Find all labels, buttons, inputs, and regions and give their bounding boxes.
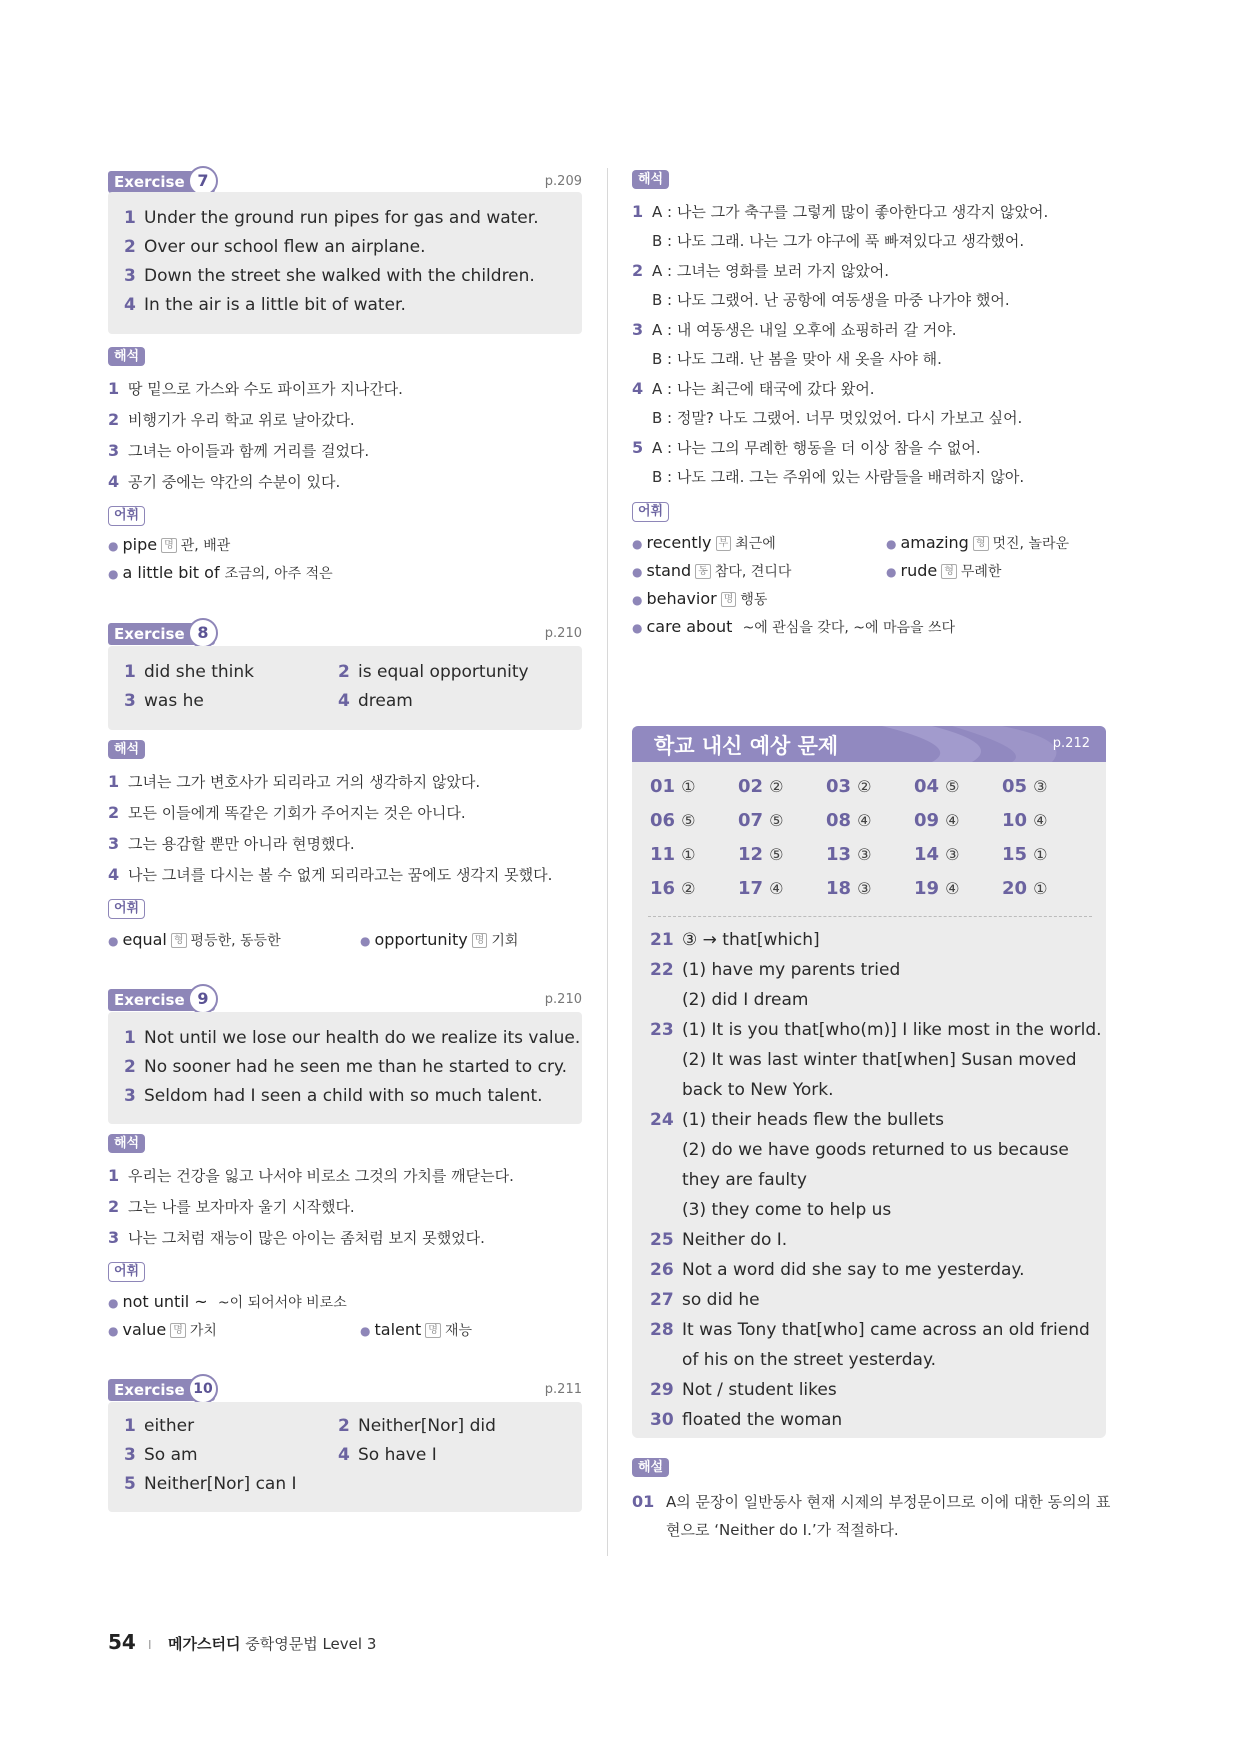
exercise-7-answers [108, 192, 582, 334]
vocab-item: ● a little bit of 조금의, 아주 적은 [108, 563, 333, 582]
footer-separator: I [148, 1638, 152, 1652]
short-answer-line: back to New York. [682, 1080, 834, 1100]
answer-line: 2 Neither[Nor] did [338, 1416, 496, 1436]
mc-answer: 13 ③ [826, 844, 872, 865]
divider [648, 916, 1092, 917]
vocab-item: ● stand 동 참다, 견디다 [632, 561, 792, 580]
translation-line: 2 그는 나를 보자마자 울기 시작했다. [108, 1197, 355, 1216]
answer-line: 3 Seldom had I seen a child with so much talent. [124, 1086, 543, 1106]
short-answer-line: 29 Not / student likes [650, 1380, 837, 1400]
short-answer-line: they are faulty [682, 1170, 807, 1190]
bullet-icon: ● [632, 593, 643, 607]
translation-line: 4 공기 중에는 약간의 수분이 있다. [108, 472, 341, 491]
dialogue-line: 3 A : 내 여동생은 내일 오후에 쇼핑하러 갈 거야. [632, 320, 957, 339]
short-answer-line: 26 Not a word did she say to me yesterday. [650, 1260, 1025, 1280]
answer-line: 3 So am [124, 1445, 198, 1465]
vocab-item: ● not until ~ ~이 되어서야 비로소 [108, 1292, 347, 1311]
mc-answer: 07 ⑤ [738, 810, 784, 831]
answer-line: 4 dream [338, 691, 413, 711]
answer-line: 1 Under the ground run pipes for gas and water. [124, 208, 539, 228]
translation-line: 1 땅 밑으로 가스와 수도 파이프가 지나간다. [108, 379, 403, 398]
exercise-number: 8 [188, 618, 218, 648]
short-answer-line: (2) It was last winter that[when] Susan moved [682, 1050, 1077, 1070]
mc-answer: 14 ③ [914, 844, 960, 865]
translation-line: 3 그는 용감할 뿐만 아니라 현명했다. [108, 834, 355, 853]
mc-answer: 09 ④ [914, 810, 960, 831]
short-answer-line: 21 ③ → that[which] [650, 930, 820, 950]
dialogue-line: 5 A : 나는 그의 무례한 행동을 더 이상 참을 수 없어. [632, 438, 981, 457]
vocab-tag: 어휘 [108, 1262, 145, 1282]
short-answer-line: 22 (1) have my parents tried [650, 960, 901, 980]
mc-answer: 08 ④ [826, 810, 872, 831]
vocab-item: ● amazing 형 멋진, 놀라운 [886, 533, 1070, 552]
answer-line: 5 Neither[Nor] can I [124, 1474, 297, 1494]
mc-answer: 20 ① [1002, 878, 1048, 899]
dialogue-line: B : 나도 그래. 난 봄을 맞아 새 옷을 사야 해. [652, 350, 942, 368]
translation-line: 2 모든 이들에게 똑같은 기회가 주어지는 것은 아니다. [108, 803, 466, 822]
dialogue-line: B : 정말? 나도 그랬어. 너무 멋있었어. 다시 가보고 싶어. [652, 409, 1023, 427]
bullet-icon: ● [108, 934, 119, 948]
vocab-item: ● pipe 명 관, 배관 [108, 535, 231, 554]
answer-line: 1 did she think [124, 662, 254, 682]
short-answer-line: (2) did I dream [682, 990, 809, 1010]
translation-line: 1 우리는 건강을 잃고 나서야 비로소 그것의 가치를 깨닫는다. [108, 1166, 514, 1185]
vocab-item: ● rude 형 무례한 [886, 561, 1002, 580]
vocab-item: ● care about ~에 관심을 갖다, ~에 마음을 쓰다 [632, 617, 956, 636]
answer-line: 1 Not until we lose our health do we realize its value. [124, 1028, 581, 1048]
dialogue-line: 2 A : 그녀는 영화를 보러 가지 않았어. [632, 261, 890, 280]
mc-answer: 04 ⑤ [914, 776, 960, 797]
short-answer-line: 25 Neither do I. [650, 1230, 788, 1250]
mc-answer: 15 ① [1002, 844, 1048, 865]
translation-line: 4 나는 그녀를 다시는 볼 수 없게 되리라고는 꿈에도 생각지 못했다. [108, 865, 553, 884]
translation-tag: 해석 [108, 740, 145, 759]
bullet-icon: ● [108, 1324, 119, 1338]
explanation-line: 현으로 ‘Neither do I.’가 적절하다. [666, 1521, 899, 1539]
explanation-tag: 해설 [632, 1458, 669, 1477]
school-test-header [632, 726, 1106, 762]
mc-answer: 05 ③ [1002, 776, 1048, 797]
footer-title: 메가스터디 중학영문법 Level 3 [168, 1635, 377, 1653]
mc-answer: 17 ④ [738, 878, 784, 899]
page-ref: p.212 [1052, 736, 1090, 751]
exercise-number: 7 [188, 166, 218, 196]
exercise-label: Exercise [108, 1379, 215, 1401]
mc-answer: 03 ② [826, 776, 872, 797]
mc-answer: 06 ⑤ [650, 810, 696, 831]
page-ref: p.209 [544, 174, 582, 189]
explanation-line: 01 A의 문장이 일반동사 현재 시제의 부정문이므로 이에 대한 동의의 표 [632, 1492, 1111, 1511]
vocab-item: ● talent 명 재능 [360, 1320, 472, 1339]
exercise-number: 10 [188, 1374, 218, 1404]
short-answer-line: (3) they come to help us [682, 1200, 892, 1220]
exercise-8-answers [108, 646, 582, 730]
vocab-item: ● opportunity 명 기회 [360, 930, 519, 949]
bullet-icon: ● [886, 565, 897, 579]
answer-line: 4 So have I [338, 1445, 437, 1465]
translation-tag: 해석 [632, 170, 669, 189]
answer-line: 1 either [124, 1416, 195, 1436]
mc-answer: 11 ① [650, 844, 696, 865]
page-ref: p.210 [544, 626, 582, 641]
vocab-item: ● value 명 가치 [108, 1320, 217, 1339]
bullet-icon: ● [360, 1324, 371, 1338]
translation-tag: 해석 [108, 1134, 145, 1153]
short-answer-line: 24 (1) their heads flew the bullets [650, 1110, 944, 1130]
bullet-icon: ● [632, 537, 643, 551]
short-answer-line: 23 (1) It is you that[who(m)] I like most in the world. [650, 1020, 1102, 1040]
vocab-item: ● equal 형 평등한, 동등한 [108, 930, 281, 949]
vocab-tag: 어휘 [108, 506, 145, 526]
translation-line: 2 비행기가 우리 학교 위로 날아갔다. [108, 410, 355, 429]
bullet-icon: ● [886, 537, 897, 551]
short-answer-line: (2) do we have goods returned to us because [682, 1140, 1069, 1160]
vocab-tag: 어휘 [632, 502, 669, 522]
bullet-icon: ● [108, 539, 119, 553]
dialogue-line: 4 A : 나는 최근에 태국에 갔다 왔어. [632, 379, 875, 398]
exercise-10-answers [108, 1402, 582, 1512]
vocab-item: ● recently 부 최근에 [632, 533, 776, 552]
mc-answer: 16 ② [650, 878, 696, 899]
page-ref: p.210 [544, 992, 582, 1007]
mc-answer: 01 ① [650, 776, 696, 797]
mc-answer: 12 ⑤ [738, 844, 784, 865]
exercise-label: Exercise [108, 623, 215, 645]
dialogue-line: B : 나도 그래. 나는 그가 야구에 푹 빠져있다고 생각했어. [652, 232, 1025, 250]
mc-answer: 02 ② [738, 776, 784, 797]
school-test-panel [632, 726, 1106, 1438]
mc-answer: 18 ③ [826, 878, 872, 899]
exercise-label: Exercise [108, 989, 215, 1011]
bullet-icon: ● [108, 1296, 119, 1310]
mc-answer: 19 ④ [914, 878, 960, 899]
answer-line: 3 was he [124, 691, 204, 711]
bullet-icon: ● [632, 565, 643, 579]
bullet-icon: ● [632, 621, 643, 635]
exercise-9-answers [108, 1012, 582, 1124]
mc-answer: 10 ④ [1002, 810, 1048, 831]
bullet-icon: ● [108, 567, 119, 581]
vocab-tag: 어휘 [108, 899, 145, 919]
short-answer-line: 30 floated the woman [650, 1410, 843, 1430]
translation-line: 3 그녀는 아이들과 함께 거리를 걸었다. [108, 441, 370, 460]
answer-line: 2 is equal opportunity [338, 662, 529, 682]
dialogue-line: B : 나도 그래. 그는 주위에 있는 사람들을 배려하지 않아. [652, 468, 1025, 486]
short-answer-line: 28 It was Tony that[who] came across an old friend [650, 1320, 1090, 1340]
answer-line: 4 In the air is a little bit of water. [124, 295, 406, 315]
translation-line: 1 그녀는 그가 변호사가 되리라고 거의 생각하지 않았다. [108, 772, 481, 791]
translation-line: 3 나는 그처럼 재능이 많은 아이는 좀처럼 보지 못했었다. [108, 1228, 485, 1247]
dialogue-line: 1 A : 나는 그가 축구를 그렇게 많이 좋아한다고 생각지 않았어. [632, 202, 1049, 221]
school-test-title: 학교 내신 예상 문제 [654, 734, 839, 758]
short-answer-line: 27 so did he [650, 1290, 760, 1310]
column-divider [607, 168, 608, 1556]
page-ref: p.211 [544, 1382, 582, 1397]
short-answer-line: of his on the street yesterday. [682, 1350, 936, 1370]
bullet-icon: ● [360, 934, 371, 948]
vocab-item: ● behavior 명 행동 [632, 589, 768, 608]
answer-line: 2 Over our school flew an airplane. [124, 237, 426, 257]
answer-line: 2 No sooner had he seen me than he started to cry. [124, 1057, 567, 1077]
page-number: 54 [108, 1630, 136, 1654]
translation-tag: 해석 [108, 347, 145, 366]
exercise-number: 9 [188, 984, 218, 1014]
dialogue-line: B : 나도 그랬어. 난 공항에 여동생을 마중 나가야 했어. [652, 291, 1010, 309]
answer-line: 3 Down the street she walked with the children. [124, 266, 535, 286]
exercise-label: Exercise [108, 171, 215, 193]
